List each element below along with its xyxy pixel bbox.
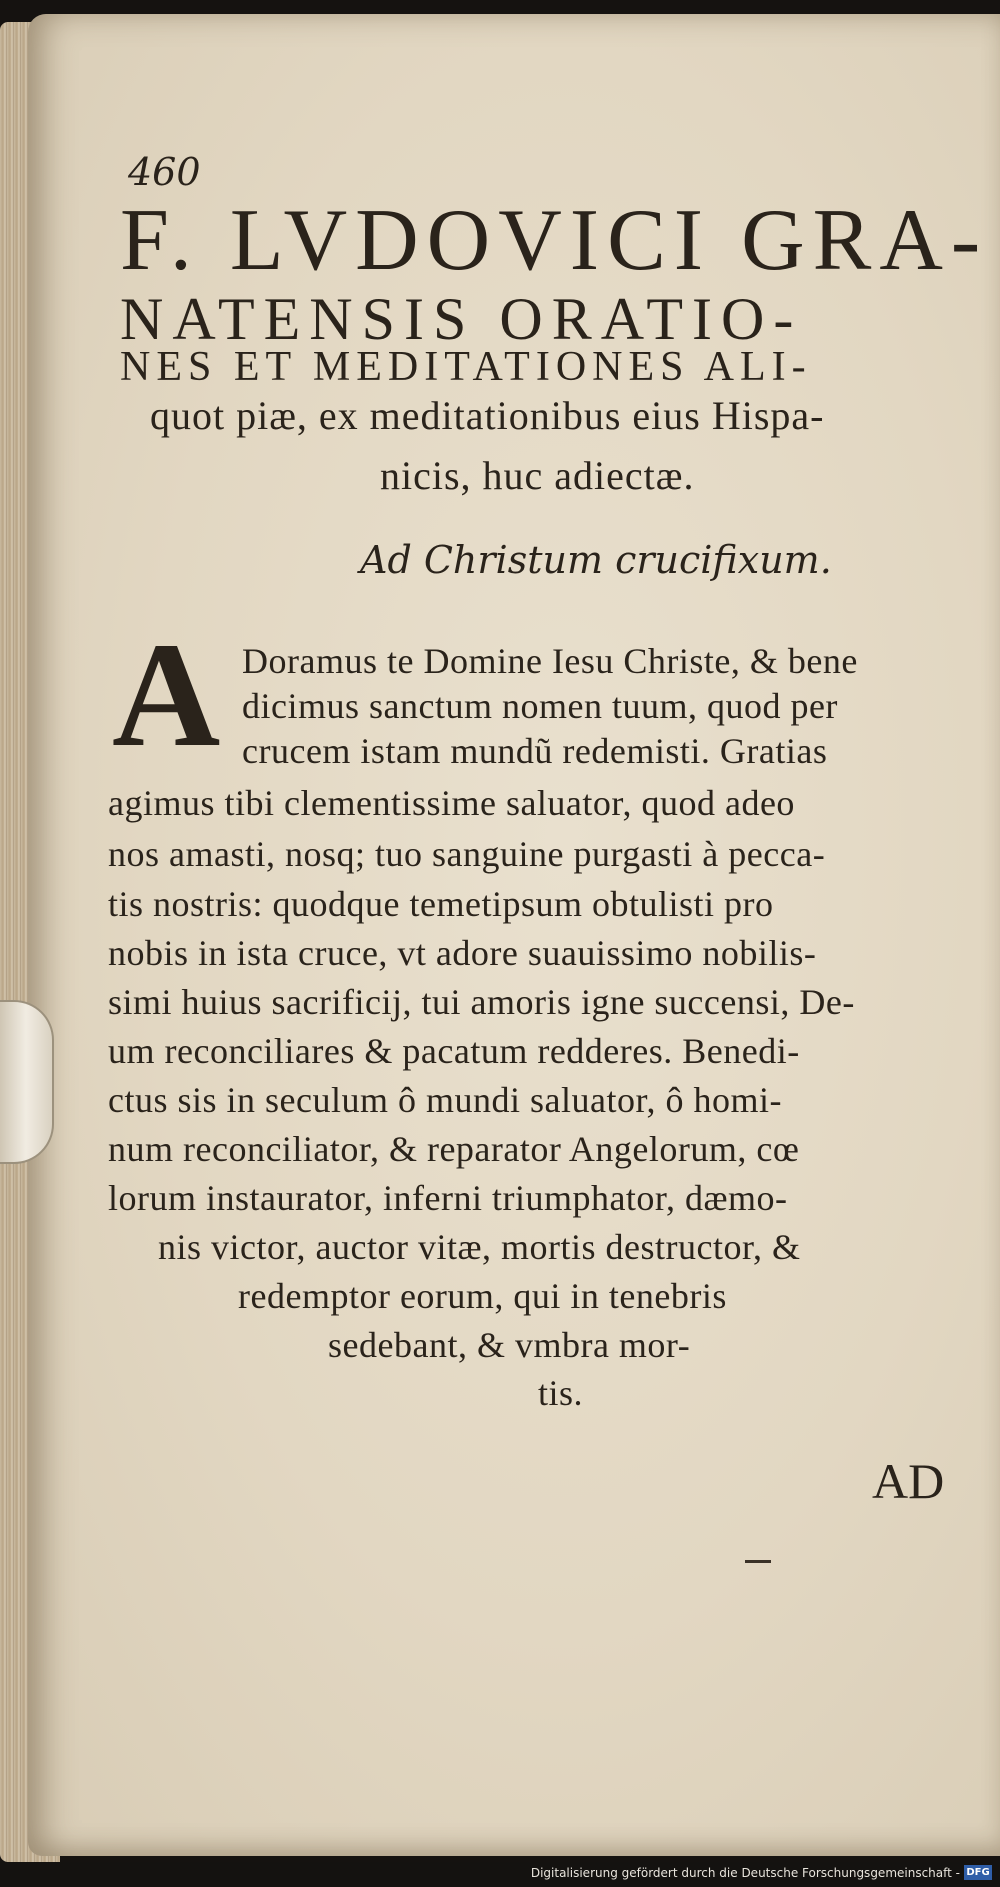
body-line: nis victor, auctor vitæ, mortis destructor, &: [158, 1227, 801, 1267]
body-line: tis.: [538, 1373, 584, 1413]
title-line-2: NATENSIS ORATIO-: [120, 286, 803, 352]
drop-cap: A: [112, 612, 221, 778]
body-line: ctus sis in seculum ô mundi saluator, ô homi-: [108, 1080, 782, 1120]
page-number: 460: [128, 150, 201, 194]
body-line: agimus tibi clementissime saluator, quod adeo: [108, 783, 795, 823]
body-line: dicimus sanctum nomen tuum, quod per: [242, 686, 838, 726]
title-line-3: NES ET MEDITATIONES ALI-: [120, 344, 812, 390]
dfg-logo: DFG: [964, 1865, 992, 1880]
footer-credit: Digitalisierung gefördert durch die Deutsche Forschungsgemeinschaft -: [530, 1866, 960, 1880]
body-line: tis nostris: quodque temetipsum obtulisti pro: [108, 884, 774, 924]
body-line: redemptor eorum, qui in tenebris: [238, 1276, 727, 1316]
body-line: nos amasti, nosq; tuo sanguine purgasti à pecca-: [108, 834, 826, 874]
page-mark: [745, 1560, 771, 1563]
title-line-5: nicis, huc adiectæ.: [380, 453, 695, 498]
title-line-4: quot piæ, ex meditationibus eius Hispa-: [150, 393, 825, 438]
body-line: crucem istam mundũ redemisti. Gratias: [242, 731, 828, 771]
section-heading: Ad Christum crucifixum.: [360, 538, 832, 582]
body-line: Doramus te Domine Iesu Christe, & bene: [242, 641, 858, 681]
body-line: um reconciliares & pacatum redderes. Benedi-: [108, 1031, 800, 1071]
book-clasp: [0, 1000, 54, 1164]
body-line: num reconciliator, & reparator Angelorum, cœ: [108, 1129, 800, 1169]
body-line: sedebant, & vmbra mor-: [328, 1325, 691, 1365]
catchword: AD: [872, 1453, 945, 1509]
body-line: lorum instaurator, inferni triumphator, dæmo-: [108, 1178, 788, 1218]
title-line-1: F. LVDOVICI GRA-: [120, 192, 989, 289]
body-line: simi huius sacrificij, tui amoris igne succensi, De-: [108, 982, 855, 1022]
body-line: nobis in ista cruce, vt adore suauissimo nobilis-: [108, 933, 817, 973]
